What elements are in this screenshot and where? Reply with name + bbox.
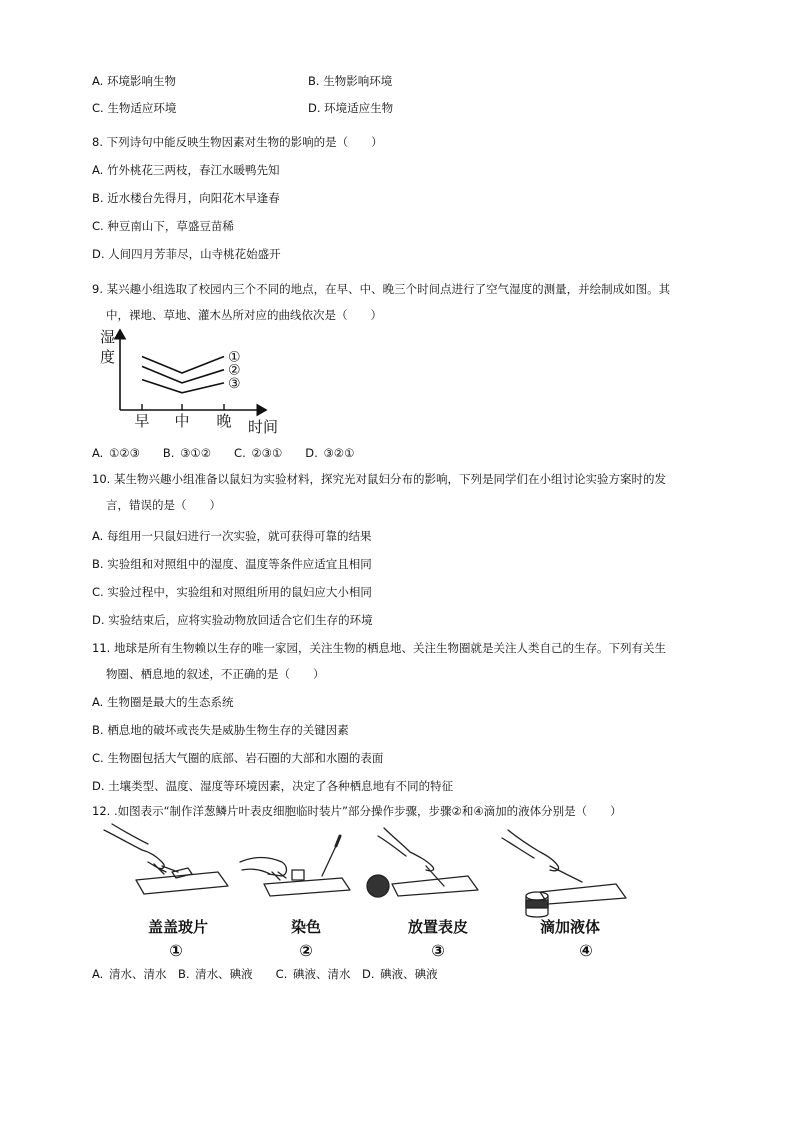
step-4-number: ④ [579,941,593,960]
placing-epidermis-step-illustration [367,828,478,897]
q7-option-b: B. 生物影响环境 [308,74,393,88]
q11-stem-line2: 物圈、栖息地的叙述，不正确的是（ ） [106,667,325,681]
series-line [142,380,224,393]
q10-option-b: B. 实验组和对照组中的湿度、温度等条件应适宜且相同 [92,557,372,571]
adding-liquid-step-illustration [502,830,626,917]
q8-option-a: A. 竹外桃花三两枝，春江水暖鸭先知 [92,163,280,177]
q12-options: A. 清水、清水 B. 清水、碘液 C. 碘液、清水 D. 碘液、碘液 [92,967,438,981]
q11-option-b: B. 栖息地的破坏或丧失是威胁生物生存的关键因素 [92,723,349,737]
x-tick-label: 晚 [216,412,232,430]
q8-stem: 8. 下列诗句中能反映生物因素对生物的影响的是（ ） [92,135,383,149]
humidity-line-chart [96,322,296,442]
y-axis-label-bottom: 度 [100,348,116,366]
step-3-number: ③ [431,941,445,960]
q8-option-c: C. 种豆南山下，草盛豆苗稀 [92,219,234,233]
q11-stem-line1: 11. 地球是所有生物赖以生存的唯一家园，关注生物的栖息地、关注生物圈就是关注人类自己的生存。下列有关生 [92,641,666,655]
q10-stem-line1: 10. 某生物兴趣小组准备以鼠妇为实验材料，探究光对鼠妇分布的影响，下列是同学们在小组讨论实验方案时的发 [92,472,666,486]
q12-stem: 12. .如图表示“制作洋葱鳞片叶表皮细胞临时装片”部分操作步骤，步骤②和④滴加的液体分别是（ ） [92,804,622,818]
staining-step-illustration [240,836,350,896]
series-label: ③ [228,375,241,392]
q7-option-a: A. 环境影响生物 [92,74,176,88]
series-label: ② [228,362,241,379]
series-line [142,357,224,374]
q8-option-b: B. 近水楼台先得月，向阳花木早逢春 [92,191,280,205]
step-3-label: 放置表皮 [407,918,469,936]
q9-stem-line1: 9. 某兴趣小组选取了校园内三个不同的地点，在早、中、晚三个时间点进行了空气湿度的测量，并绘制成如图。其 [92,282,671,296]
q7-option-c: C. 生物适应环境 [92,101,177,115]
step-1-label: 盖盖玻片 [147,918,209,936]
q10-option-a: A. 每组用一只鼠妇进行一次实验，就可获得可靠的结果 [92,529,372,543]
q11-option-a: A. 生物圈是最大的生态系统 [92,695,234,709]
step-2-label: 染色 [290,918,322,936]
series-line [142,366,224,383]
q9-options: A. ①②③ B. ③①② C. ②③① D. ③②① [92,446,355,460]
q10-stem-line2: 言，错误的是（ ） [106,498,221,512]
series-label: ① [228,349,241,366]
q11-option-c: C. 生物圈包括大气圈的底部、岩石圈的大部和水圈的表面 [92,751,384,765]
q7-option-d: D. 环境适应生物 [308,101,394,115]
step-2-number: ② [299,941,313,960]
q8-option-d: D. 人间四月芳菲尽，山寺桃花始盛开 [92,247,281,261]
x-tick-label: 中 [174,412,190,430]
q10-option-d: D. 实验结束后，应将实验动物放回适合它们生存的环境 [92,613,373,627]
y-axis-label-top: 湿 [100,328,116,346]
slide-preparation-steps-figure [92,822,652,964]
q10-option-c: C. 实验过程中，实验组和对照组所用的鼠妇应大小相同 [92,585,372,599]
cover-slip-step-illustration [104,824,228,894]
q11-option-d: D. 土壤类型、温度、湿度等环境因素，决定了各种栖息地有不同的特征 [92,779,454,793]
x-axis-label: 时间 [248,418,279,436]
step-4-label: 滴加液体 [539,918,601,936]
q9-stem-line2: 中，裸地、草地、灌木丛所对应的曲线依次是（ ） [106,308,382,322]
step-1-number: ① [169,941,183,960]
x-tick-label: 早 [134,412,150,430]
